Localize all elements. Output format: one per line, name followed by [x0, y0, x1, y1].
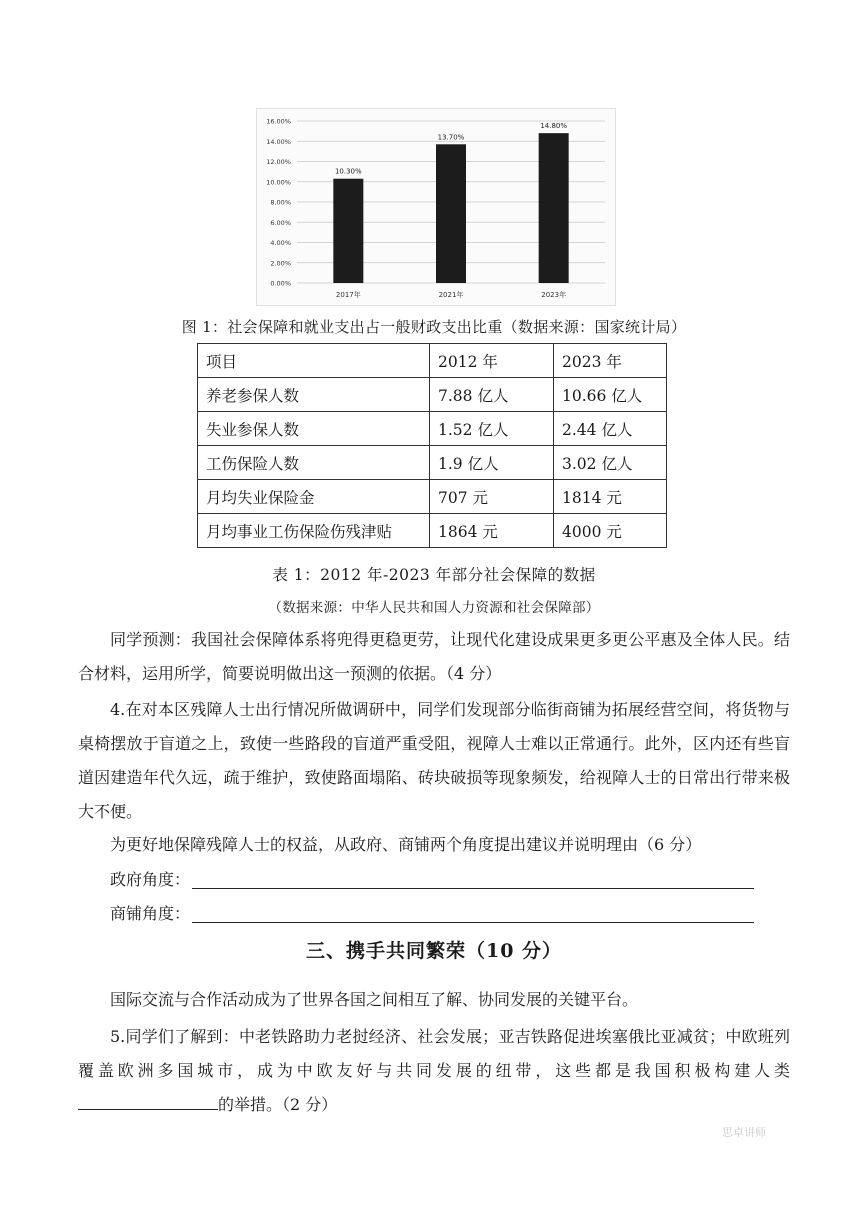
question-5 — [78, 1020, 790, 1122]
y-tick-label: 16.00% — [266, 117, 291, 126]
table-cell: 10.66 亿人 — [554, 378, 667, 412]
question-4: 4.在对本区残障人士出行情况所做调研中，同学们发现部分临街商铺为拓展经营空间，将货物与桌椅摆放于盲道之上，致使一些路段的盲道严重受阻，视障人士难以正常通行。此外，区内还有些盲道因建造年代久远，疏于维护，致使路面塌陷、砖块破损等现象频发，给视障人士的日常出行带来极大不便。 — [78, 700, 790, 821]
table-row — [198, 378, 667, 412]
answer-label-government: 政府角度： — [110, 870, 191, 889]
table-row — [198, 412, 667, 446]
section-title: 三、携手共同繁荣（10 分） — [305, 940, 563, 962]
forecast-question: 同学预测：我国社会保障体系将兜得更稳更劳，让现代化建设成果更多更公平惠及全体人民。结合材料，运用所学，简要说明做出这一预测的依据。（4 分） — [78, 630, 790, 683]
bar — [436, 144, 466, 283]
table-cell: 月均事业工伤保险伤残津贴 — [198, 514, 430, 548]
bar — [333, 179, 363, 283]
table-cell: 养老参保人数 — [198, 378, 430, 412]
x-tick-label: 2021年 — [438, 291, 464, 299]
answer-label-shop: 商铺角度： — [110, 904, 191, 923]
table-cell: 707 元 — [430, 480, 554, 514]
answer-line-shop — [110, 897, 754, 931]
y-tick-label: 2.00% — [270, 259, 291, 268]
y-tick-label: 4.00% — [270, 239, 291, 247]
y-tick-label: 6.00% — [270, 218, 291, 227]
table-source: （数据来源：中华人民共和国人力资源和社会保障部） — [268, 600, 600, 616]
table-cell: 1814 元 — [554, 480, 667, 514]
question-4-prompt: 为更好地保障残障人士的权益，从政府、商铺两个角度提出建议并说明理由（6 分） — [110, 835, 702, 854]
y-tick-label: 14.00% — [266, 137, 291, 146]
y-tick-label: 10.00% — [266, 178, 291, 187]
question-5-text: 5.同学们了解到：中老铁路助力老挝经济、社会发展；亚吉铁路促进埃塞俄比亚减贫；中欧班列覆盖欧洲多国城市，成为中欧友好与共同发展的纽带，这些都是我国积极构建人类 — [78, 1027, 790, 1080]
table-row — [198, 446, 667, 480]
chart-svg — [257, 109, 615, 305]
question-5-blank[interactable] — [78, 1091, 218, 1110]
figure-caption: 图 1：社会保障和就业支出占一般财政支出比重（数据来源：国家统计局） — [181, 318, 687, 336]
table-cell: 1.9 亿人 — [430, 446, 554, 480]
answer-blank-government[interactable] — [192, 888, 754, 889]
table-header-row — [198, 344, 667, 378]
table-cell: 7.88 亿人 — [430, 378, 554, 412]
watermark: 思卓讲师 — [722, 1126, 766, 1139]
bar-chart — [256, 108, 616, 306]
table-cell: 2.44 亿人 — [554, 412, 667, 446]
table-cell: 失业参保人数 — [198, 412, 430, 446]
table-row — [198, 514, 667, 548]
table-header-cell: 项目 — [198, 344, 430, 378]
table-caption: 表 1：2012 年-2023 年部分社会保障的数据 — [272, 566, 596, 584]
question-5-text-end: 的举措。（2 分） — [218, 1095, 338, 1114]
table-cell: 3.02 亿人 — [554, 446, 667, 480]
table-cell: 1.52 亿人 — [430, 412, 554, 446]
y-tick-label: 8.00% — [270, 198, 291, 207]
bar — [539, 133, 569, 283]
y-tick-label: 12.00% — [266, 158, 291, 166]
y-tick-label: 0.00% — [270, 279, 291, 288]
x-tick-label: 2017年 — [335, 291, 361, 299]
social-security-table — [197, 343, 667, 548]
data-label: 13.70% — [437, 133, 465, 142]
data-label: 14.80% — [540, 122, 568, 131]
table-header-cell: 2012 年 — [430, 344, 554, 378]
answer-line-government — [110, 863, 754, 897]
table-cell: 月均失业保险金 — [198, 480, 430, 514]
x-tick-label: 2023年 — [541, 291, 567, 299]
table-cell: 4000 元 — [554, 514, 667, 548]
section-intro: 国际交流与合作活动成为了世界各国之间相互了解、协同发展的关键平台。 — [110, 990, 639, 1009]
table-header-cell: 2023 年 — [554, 344, 667, 378]
table-row — [198, 480, 667, 514]
table-cell: 1864 元 — [430, 514, 554, 548]
data-label: 10.30% — [334, 167, 362, 176]
table-cell: 工伤保险人数 — [198, 446, 430, 480]
answer-blank-shop[interactable] — [192, 922, 754, 923]
